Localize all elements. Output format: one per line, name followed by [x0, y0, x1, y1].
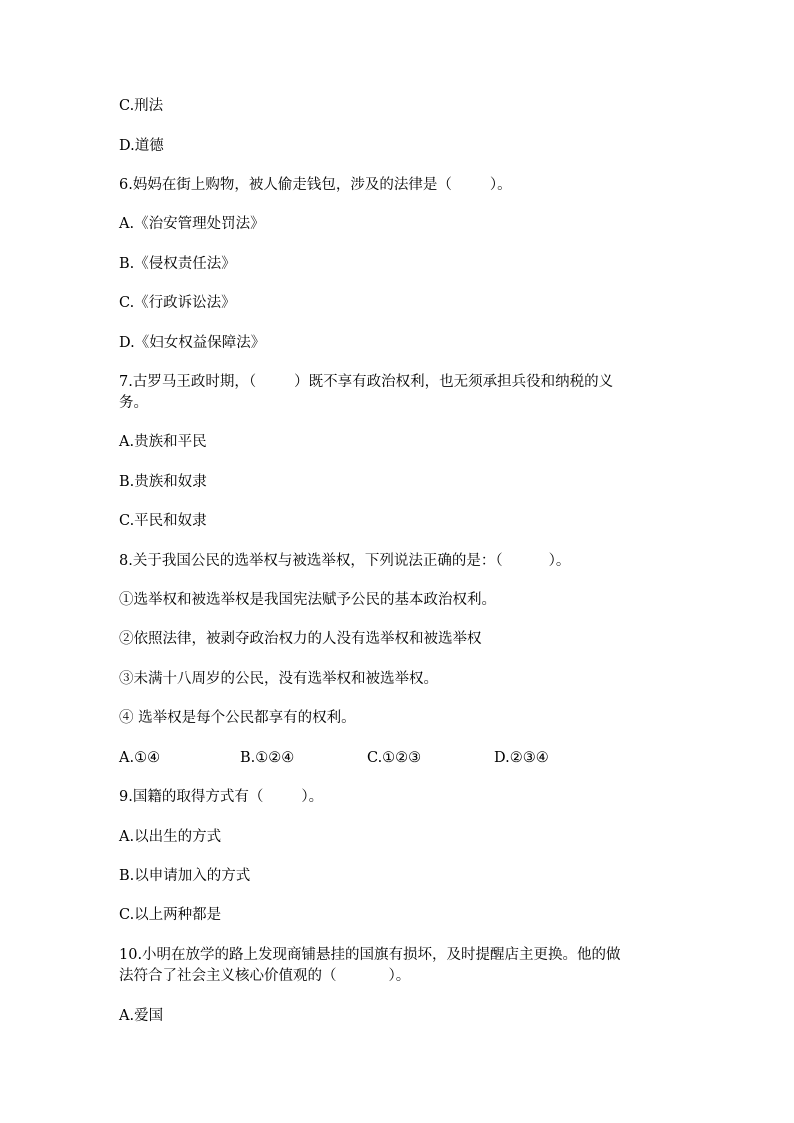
- q8-options-row: [119, 747, 679, 769]
- q8-statement-3: ③未满十八周岁的公民，没有选举权和被选举权。: [119, 671, 438, 687]
- q9-stem: [119, 786, 679, 808]
- q6-stem-after: ）。: [489, 177, 512, 193]
- q10-stem-before: 法符合了社会主义核心价值观的（: [119, 968, 337, 984]
- q10-option-a: A.爱国: [119, 1008, 164, 1024]
- q7-stem-line1: [119, 371, 679, 393]
- q6-stem-before: 6.妈妈在街上购物，被人偷走钱包，涉及的法律是（: [119, 177, 452, 193]
- q7-option-a: A.贵族和平民: [119, 434, 207, 450]
- q9-option-c: C.以上两种都是: [119, 907, 222, 923]
- q9-stem-before: 9.国籍的取得方式有（: [119, 789, 264, 805]
- q7-option-b: B.贵族和奴隶: [119, 474, 207, 490]
- q8-stem-after: ）。: [548, 553, 571, 569]
- q7-stem-line2: 务。: [119, 395, 148, 411]
- q9-option-a: A.以出生的方式: [119, 829, 222, 845]
- q10-stem-after: ）。: [388, 968, 411, 984]
- q5-option-d: D.道德: [119, 138, 164, 154]
- q9-option-b: B.以申请加入的方式: [119, 868, 251, 884]
- q8-statement-4: ④ 选举权是每个公民都享有的权利。: [119, 710, 356, 726]
- q8-option-c: C.①②③: [367, 750, 422, 766]
- q8-option-d: D.②③④: [494, 750, 549, 766]
- q6-option-a: A.《治安管理处罚法》: [119, 216, 265, 232]
- q6-option-b: B.《侵权责任法》: [119, 256, 236, 272]
- q5-option-c: C.刑法: [119, 98, 164, 114]
- q8-stem: [119, 550, 679, 572]
- q7-stem-before: 7.古罗马王政时期，（: [119, 374, 257, 390]
- q6-option-d: D.《妇女权益保障法》: [119, 335, 266, 351]
- q7-stem-after: ）既不享有政治权利，也无须承担兵役和纳税的义: [294, 374, 614, 390]
- q8-statement-2: ②依照法律，被剥夺政治权力的人没有选举权和被选举权: [119, 631, 482, 647]
- q8-option-b: B.①②④: [240, 750, 295, 766]
- q7-option-c: C.平民和奴隶: [119, 513, 207, 529]
- q10-stem-line2: [119, 965, 679, 987]
- q9-stem-after: ）。: [301, 789, 324, 805]
- q8-statement-1: ①选举权和被选举权是我国宪法赋予公民的基本政治权利。: [119, 592, 496, 608]
- q8-option-a: A.①④: [119, 750, 161, 766]
- q6-option-c: C.《行政诉讼法》: [119, 295, 236, 311]
- q10-stem-line1: 10.小明在放学的路上发现商铺悬挂的国旗有损坏，及时提醒店主更换。他的做: [119, 947, 621, 963]
- q6-stem: [119, 174, 679, 196]
- q8-stem-before: 8.关于我国公民的选举权与被选举权，下列说法正确的是：（: [119, 553, 503, 569]
